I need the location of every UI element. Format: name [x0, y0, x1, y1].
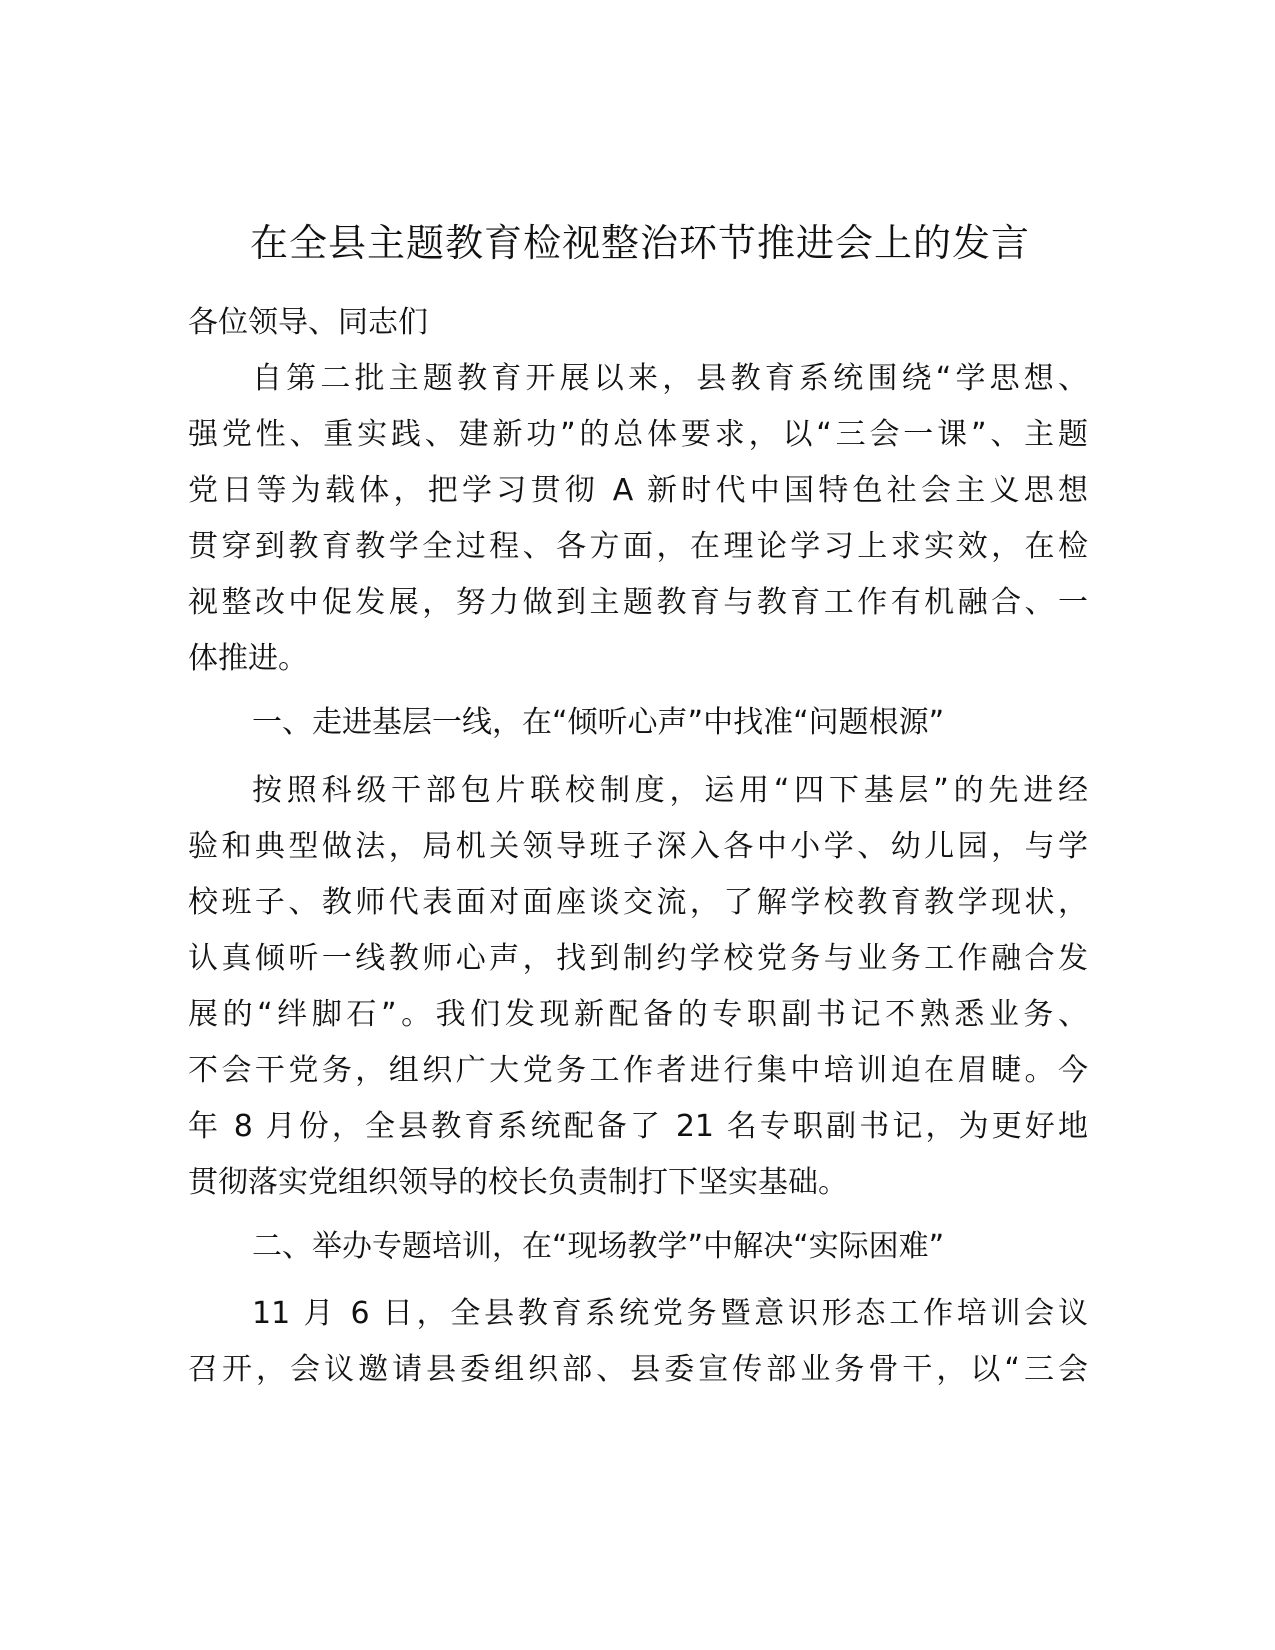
paragraph-line: 自第二批主题教育开展以来，县教育系统围绕“学思想、	[252, 361, 1088, 396]
paragraph-line: 展的“绊脚石”。我们发现新配备的专职副书记不熟悉业务、	[188, 997, 1088, 1032]
paragraph-line: 认真倾听一线教师心声，找到制约学校党务与业务工作融合发	[188, 941, 1088, 976]
paragraph-line: 不会干党务，组织广大党务工作者进行集中培训迫在眉睫。今	[188, 1053, 1088, 1088]
paragraph-line: 强党性、重实践、建新功”的总体要求，以“三会一课”、主题	[188, 417, 1088, 452]
paragraph-line: 视整改中促发展，努力做到主题教育与教育工作有机融合、一	[188, 585, 1088, 620]
paragraph-line: 校班子、教师代表面对面座谈交流，了解学校教育教学现状，	[188, 885, 1088, 920]
paragraph-line: 党日等为载体，把学习贯彻 A 新时代中国特色社会主义思想	[188, 473, 1088, 508]
paragraph-line: 按照科级干部包片联校制度，运用“四下基层”的先进经	[252, 773, 1088, 808]
section-heading-2: 二、举办专题培训，在“现场教学”中解决“实际困难”	[252, 1229, 945, 1264]
paragraph-line: 召开，会议邀请县委组织部、县委宣传部业务骨干，以“三会	[188, 1352, 1088, 1387]
paragraph-line: 年 8 月份，全县教育系统配备了 21 名专职副书记，为更好地	[188, 1109, 1088, 1144]
document-title: 在全县主题教育检视整治环节推进会上的发言	[249, 221, 1030, 265]
paragraph-line: 贯彻落实党组织领导的校长负责制打下坚实基础。	[188, 1165, 848, 1200]
paragraph-line: 贯穿到教育教学全过程、各方面，在理论学习上求实效，在检	[188, 529, 1088, 564]
section-heading-1: 一、走进基层一线，在“倾听心声”中找准“问题根源”	[252, 705, 945, 740]
salutation: 各位领导、同志们	[188, 305, 428, 340]
paragraph-line: 验和典型做法，局机关领导班子深入各中小学、幼儿园，与学	[188, 829, 1088, 864]
paragraph-line: 体推进。	[188, 641, 308, 676]
paragraph-line: 11 月 6 日，全县教育系统党务暨意识形态工作培训会议	[252, 1296, 1088, 1331]
